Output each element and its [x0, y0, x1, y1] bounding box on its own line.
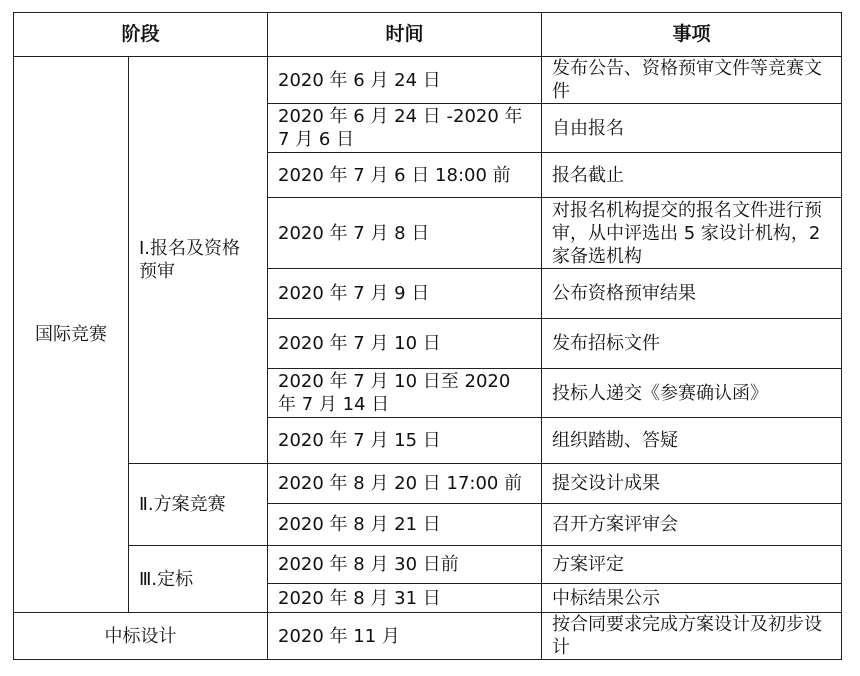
row-time: 2020 年 7 月 6 日 18:00 前	[268, 153, 542, 198]
row-time: 2020 年 7 月 10 日至 2020 年 7 月 14 日	[268, 369, 542, 418]
row-item: 组织踏勘、答疑	[542, 418, 842, 464]
header-row	[14, 13, 842, 57]
header-time: 时间	[268, 13, 542, 57]
row-time: 2020 年 8 月 30 日前	[268, 546, 542, 584]
row-time: 2020 年 7 月 15 日	[268, 418, 542, 464]
table-row	[14, 464, 842, 504]
substage-award: Ⅲ.定标	[129, 546, 268, 613]
stage-international-competition: 国际竞赛	[14, 57, 129, 613]
header-stage: 阶段	[14, 13, 268, 57]
row-item: 公布资格预审结果	[542, 269, 842, 319]
row-time: 2020 年 6 月 24 日	[268, 57, 542, 104]
row-time: 2020 年 7 月 10 日	[268, 319, 542, 369]
row-time: 2020 年 8 月 31 日	[268, 584, 542, 613]
row-time: 2020 年 11 月	[268, 613, 542, 660]
header-item: 事项	[542, 13, 842, 57]
table-row	[14, 613, 842, 660]
row-time: 2020 年 6 月 24 日 -2020 年 7 月 6 日	[268, 104, 542, 153]
row-item: 按合同要求完成方案设计及初步设计	[542, 613, 842, 660]
row-time: 2020 年 7 月 9 日	[268, 269, 542, 319]
table-row	[14, 57, 842, 104]
stage-winning-design: 中标设计	[14, 613, 268, 660]
row-item: 召开方案评审会	[542, 504, 842, 546]
substage-registration: Ⅰ.报名及资格预审	[129, 57, 268, 464]
row-item: 方案评定	[542, 546, 842, 584]
row-time: 2020 年 8 月 21 日	[268, 504, 542, 546]
row-item: 报名截止	[542, 153, 842, 198]
row-item: 发布公告、资格预审文件等竞赛文件	[542, 57, 842, 104]
substage-scheme-competition: Ⅱ.方案竞赛	[129, 464, 268, 546]
row-item: 提交设计成果	[542, 464, 842, 504]
table-row	[14, 546, 842, 584]
row-item: 对报名机构提交的报名文件进行预审，从中评选出 5 家设计机构，2 家备选机构	[542, 198, 842, 269]
row-item: 中标结果公示	[542, 584, 842, 613]
schedule-table	[13, 12, 842, 660]
row-item: 投标人递交《参赛确认函》	[542, 369, 842, 418]
row-item: 发布招标文件	[542, 319, 842, 369]
row-item: 自由报名	[542, 104, 842, 153]
row-time: 2020 年 7 月 8 日	[268, 198, 542, 269]
row-time: 2020 年 8 月 20 日 17:00 前	[268, 464, 542, 504]
